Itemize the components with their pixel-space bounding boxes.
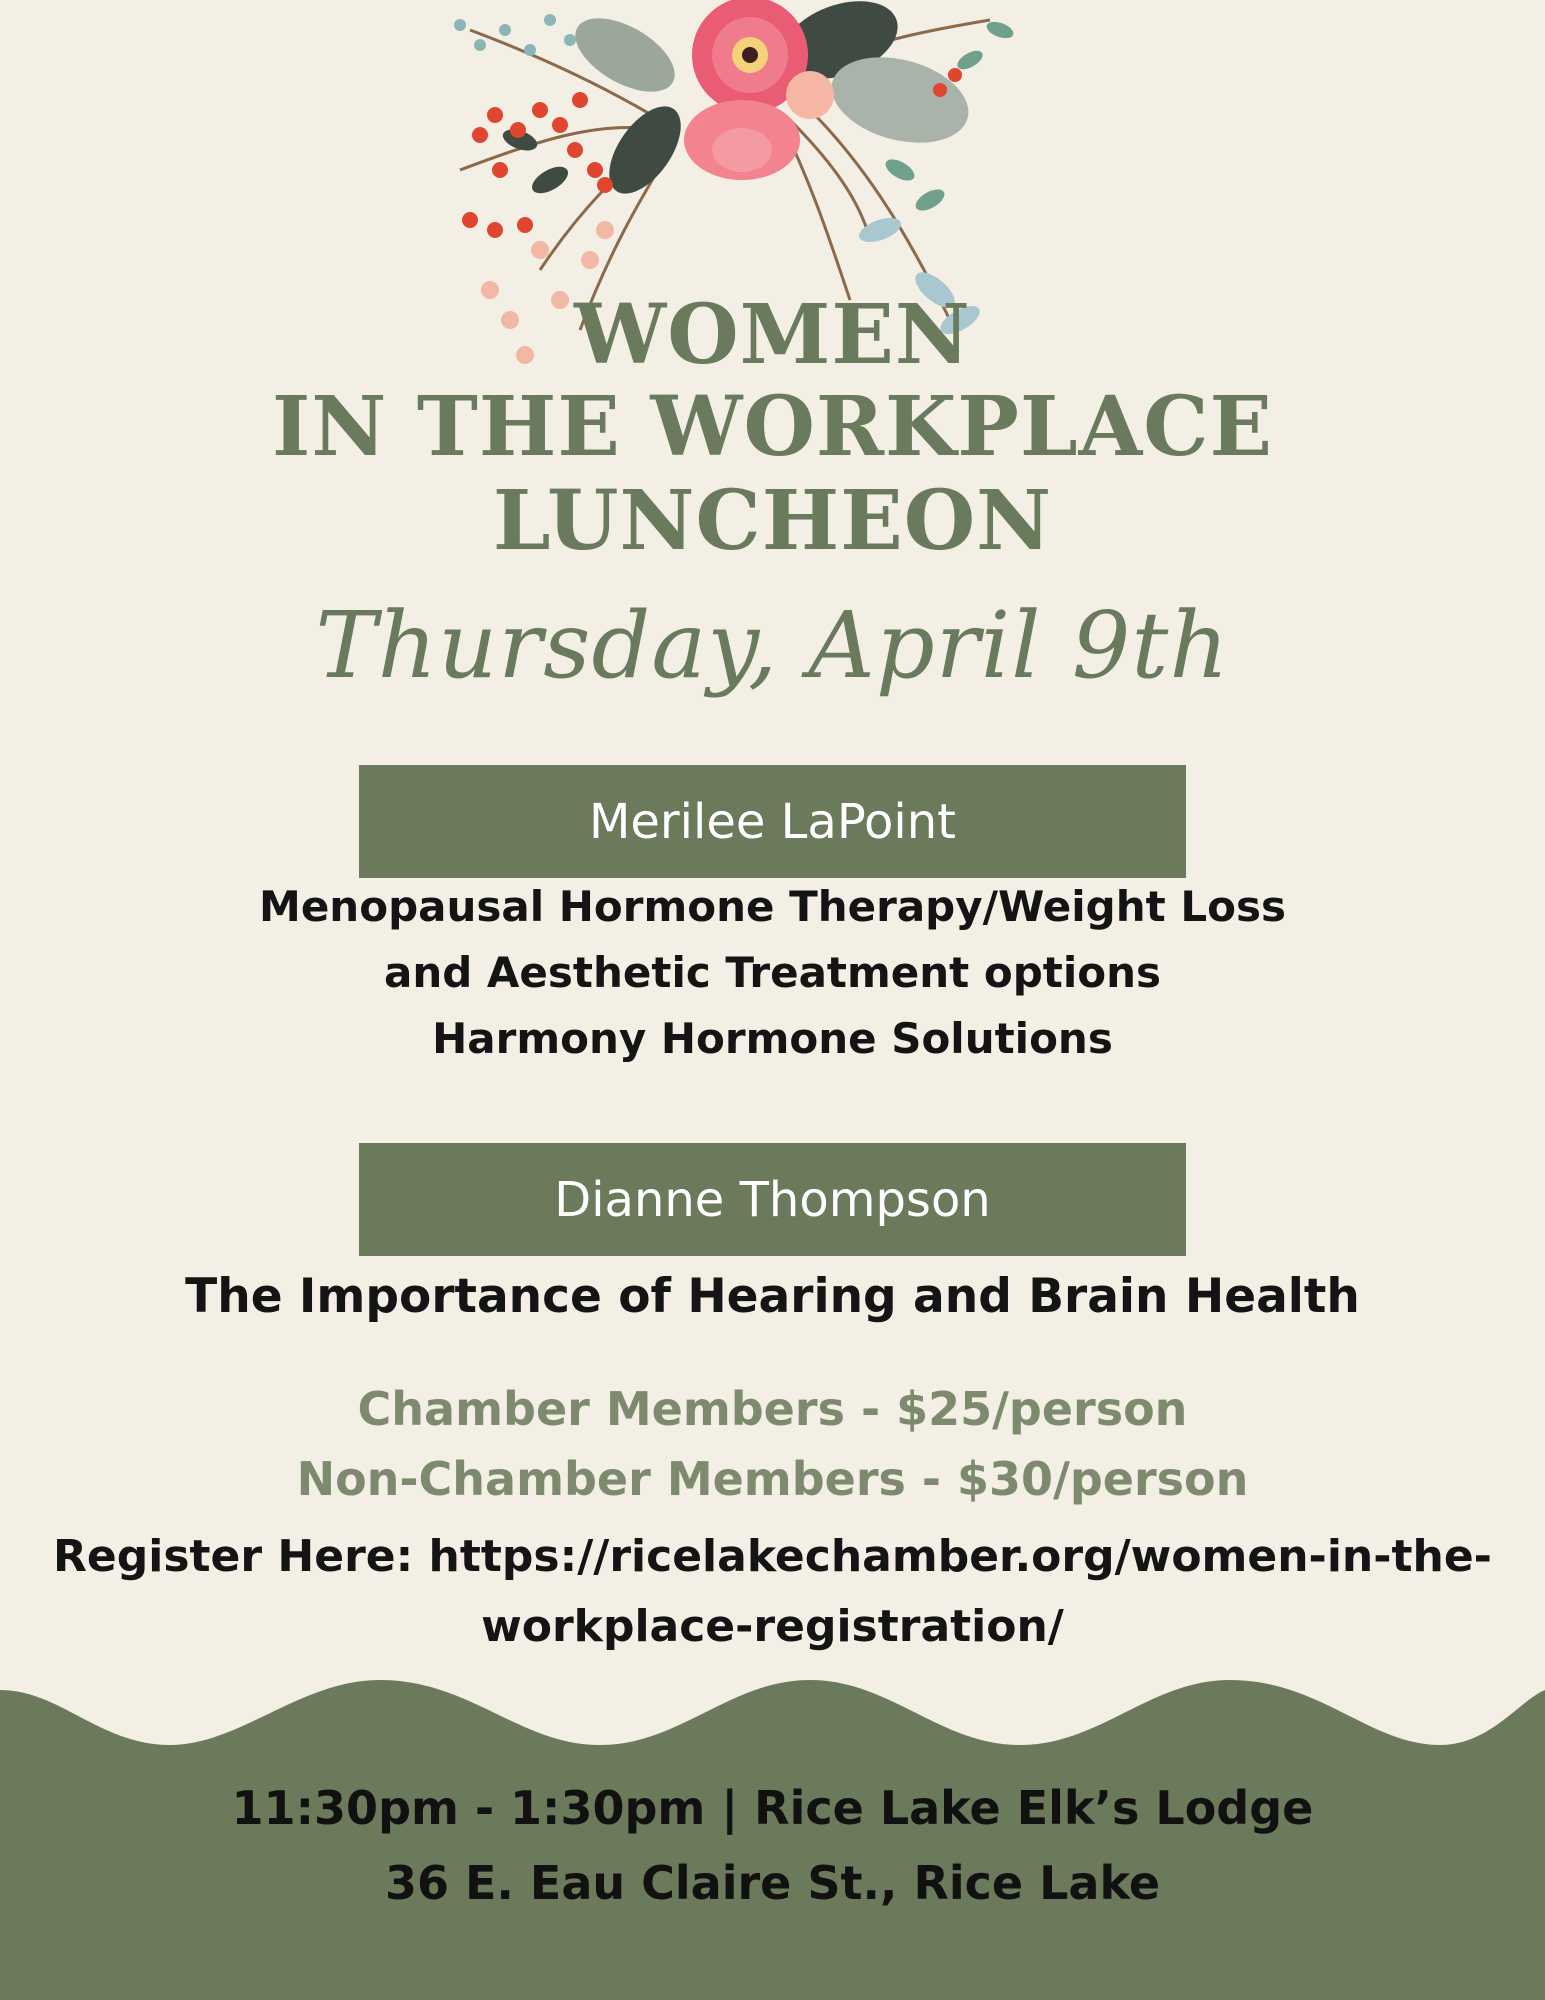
time-and-venue: 11:30pm - 1:30pm | Rice Lake Elk’s Lodge	[231, 1781, 1314, 1835]
event-title-line-3: LUNCHEON	[492, 473, 1053, 569]
non-member-price: Non-Chamber Members - $30/person	[296, 1452, 1249, 1506]
registration-line[interactable]: Register Here: https://ricelakechamber.org/women-in-the-	[53, 1531, 1492, 1582]
event-date: Thursday, April 9th	[315, 592, 1230, 699]
speaker-name-banner	[359, 765, 1186, 878]
speaker-name: Merilee LaPoint	[588, 793, 956, 850]
footer-wave-background	[0, 1670, 1545, 2000]
registration-line[interactable]: workplace-registration/	[481, 1601, 1064, 1652]
event-title-line-2: IN THE WORKPLACE	[271, 379, 1274, 475]
topic-line: The Importance of Hearing and Brain Health	[185, 1269, 1360, 1324]
topic-line: and Aesthetic Treatment options	[383, 948, 1162, 997]
speaker-name: Dianne Thompson	[554, 1171, 991, 1228]
venue-address: 36 E. Eau Claire St., Rice Lake	[384, 1856, 1161, 1910]
event-title-line-1: WOMEN	[574, 287, 971, 383]
member-price: Chamber Members - $25/person	[357, 1382, 1188, 1436]
speaker-topic	[0, 874, 1545, 1072]
topic-line: Menopausal Hormone Therapy/Weight Loss	[259, 882, 1286, 931]
topic-line: Harmony Hormone Solutions	[432, 1014, 1113, 1063]
speaker-name-banner	[359, 1143, 1186, 1256]
speaker-topic	[0, 1264, 1545, 1330]
registration-link[interactable]	[20, 1522, 1525, 1662]
